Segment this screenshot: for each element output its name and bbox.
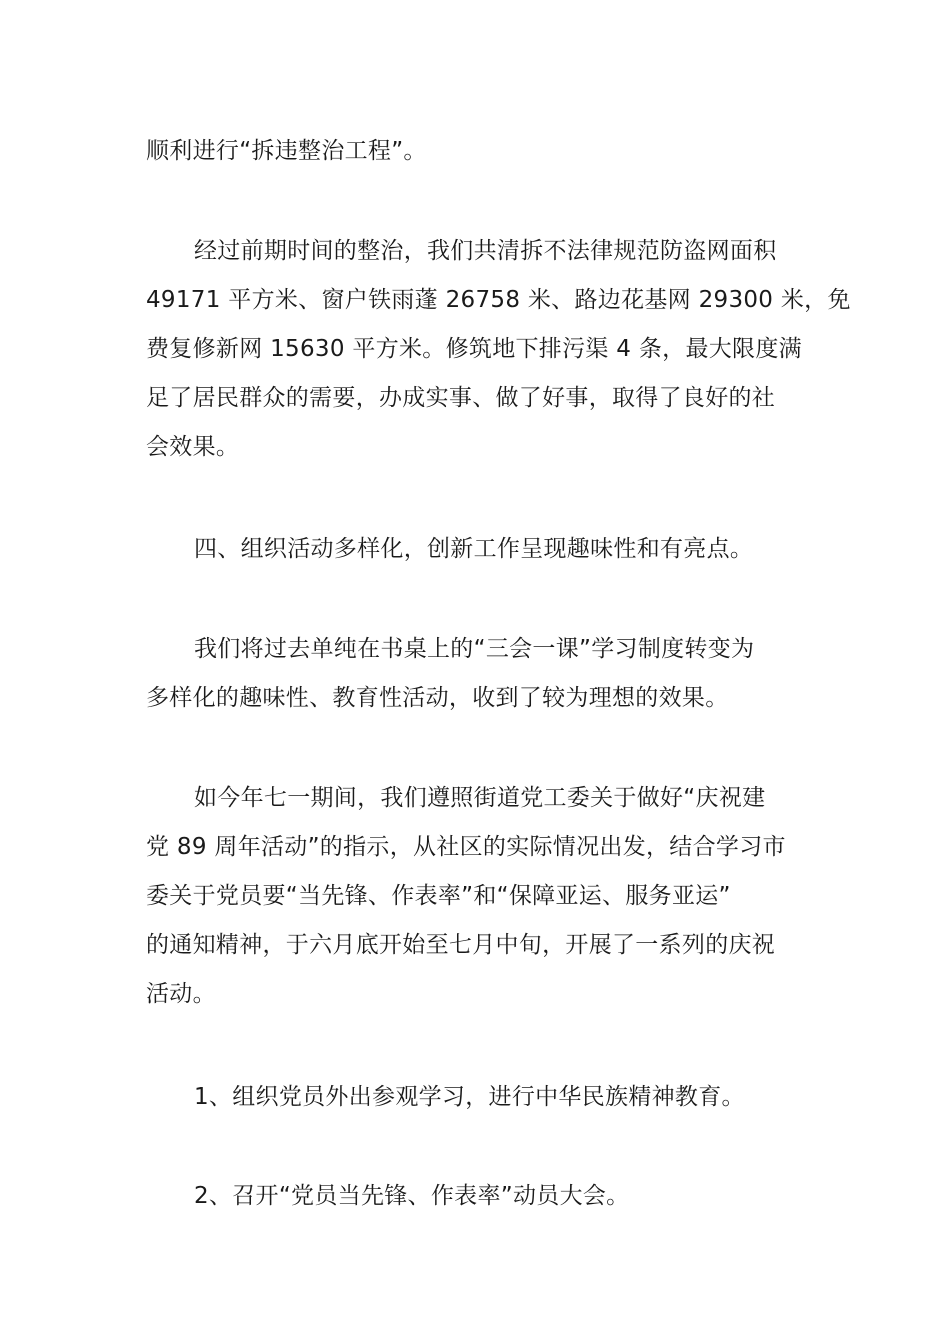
text-line: 四、组织活动多样化，创新工作呈现趣味性和有亮点。 [194,536,754,562]
list-item-2 [146,1172,806,1221]
text-line: 1、组织党员外出参观学习，进行中华民族精神教育。 [194,1084,745,1110]
text-line: 活动。 [146,981,216,1007]
text-line: 49171 平方米、窗户铁雨蓬 26758 米、路边花基网 29300 米，免 [146,287,851,313]
text-line: 费复修新网 15630 平方米。修筑地下排污渠 4 条，最大限度满 [146,336,802,362]
text-line: 2、召开“党员当先锋、作表率”动员大会。 [194,1183,630,1209]
section-heading-four [146,525,806,574]
paragraph-study-system [146,625,806,723]
text-line: 党 89 周年活动”的指示，从社区的实际情况出发，结合学习市 [146,834,786,860]
list-item-1 [146,1073,806,1122]
paragraph-continuation [146,127,806,176]
text-line: 我们将过去单纯在书桌上的“三会一课”学习制度转变为 [194,636,755,662]
text-line: 顺利进行“拆违整治工程”。 [146,138,427,164]
text-line: 足了居民群众的需要，办成实事、做了好事，取得了良好的社 [146,385,776,411]
text-line: 多样化的趣味性、教育性活动，收到了较为理想的效果。 [146,685,729,711]
text-line: 会效果。 [146,434,240,460]
text-line: 经过前期时间的整治，我们共清拆不法律规范防盗网面积 [194,238,777,264]
text-line: 委关于党员要“当先锋、作表率”和“保障亚运、服务亚运” [146,883,731,909]
text-line: 如今年七一期间，我们遵照街道党工委关于做好“庆祝建 [194,785,766,811]
text-line: 的通知精神，于六月底开始至七月中旬，开展了一系列的庆祝 [146,932,776,958]
paragraph-july-activities [146,774,806,1019]
paragraph-demolition-results [146,227,851,472]
